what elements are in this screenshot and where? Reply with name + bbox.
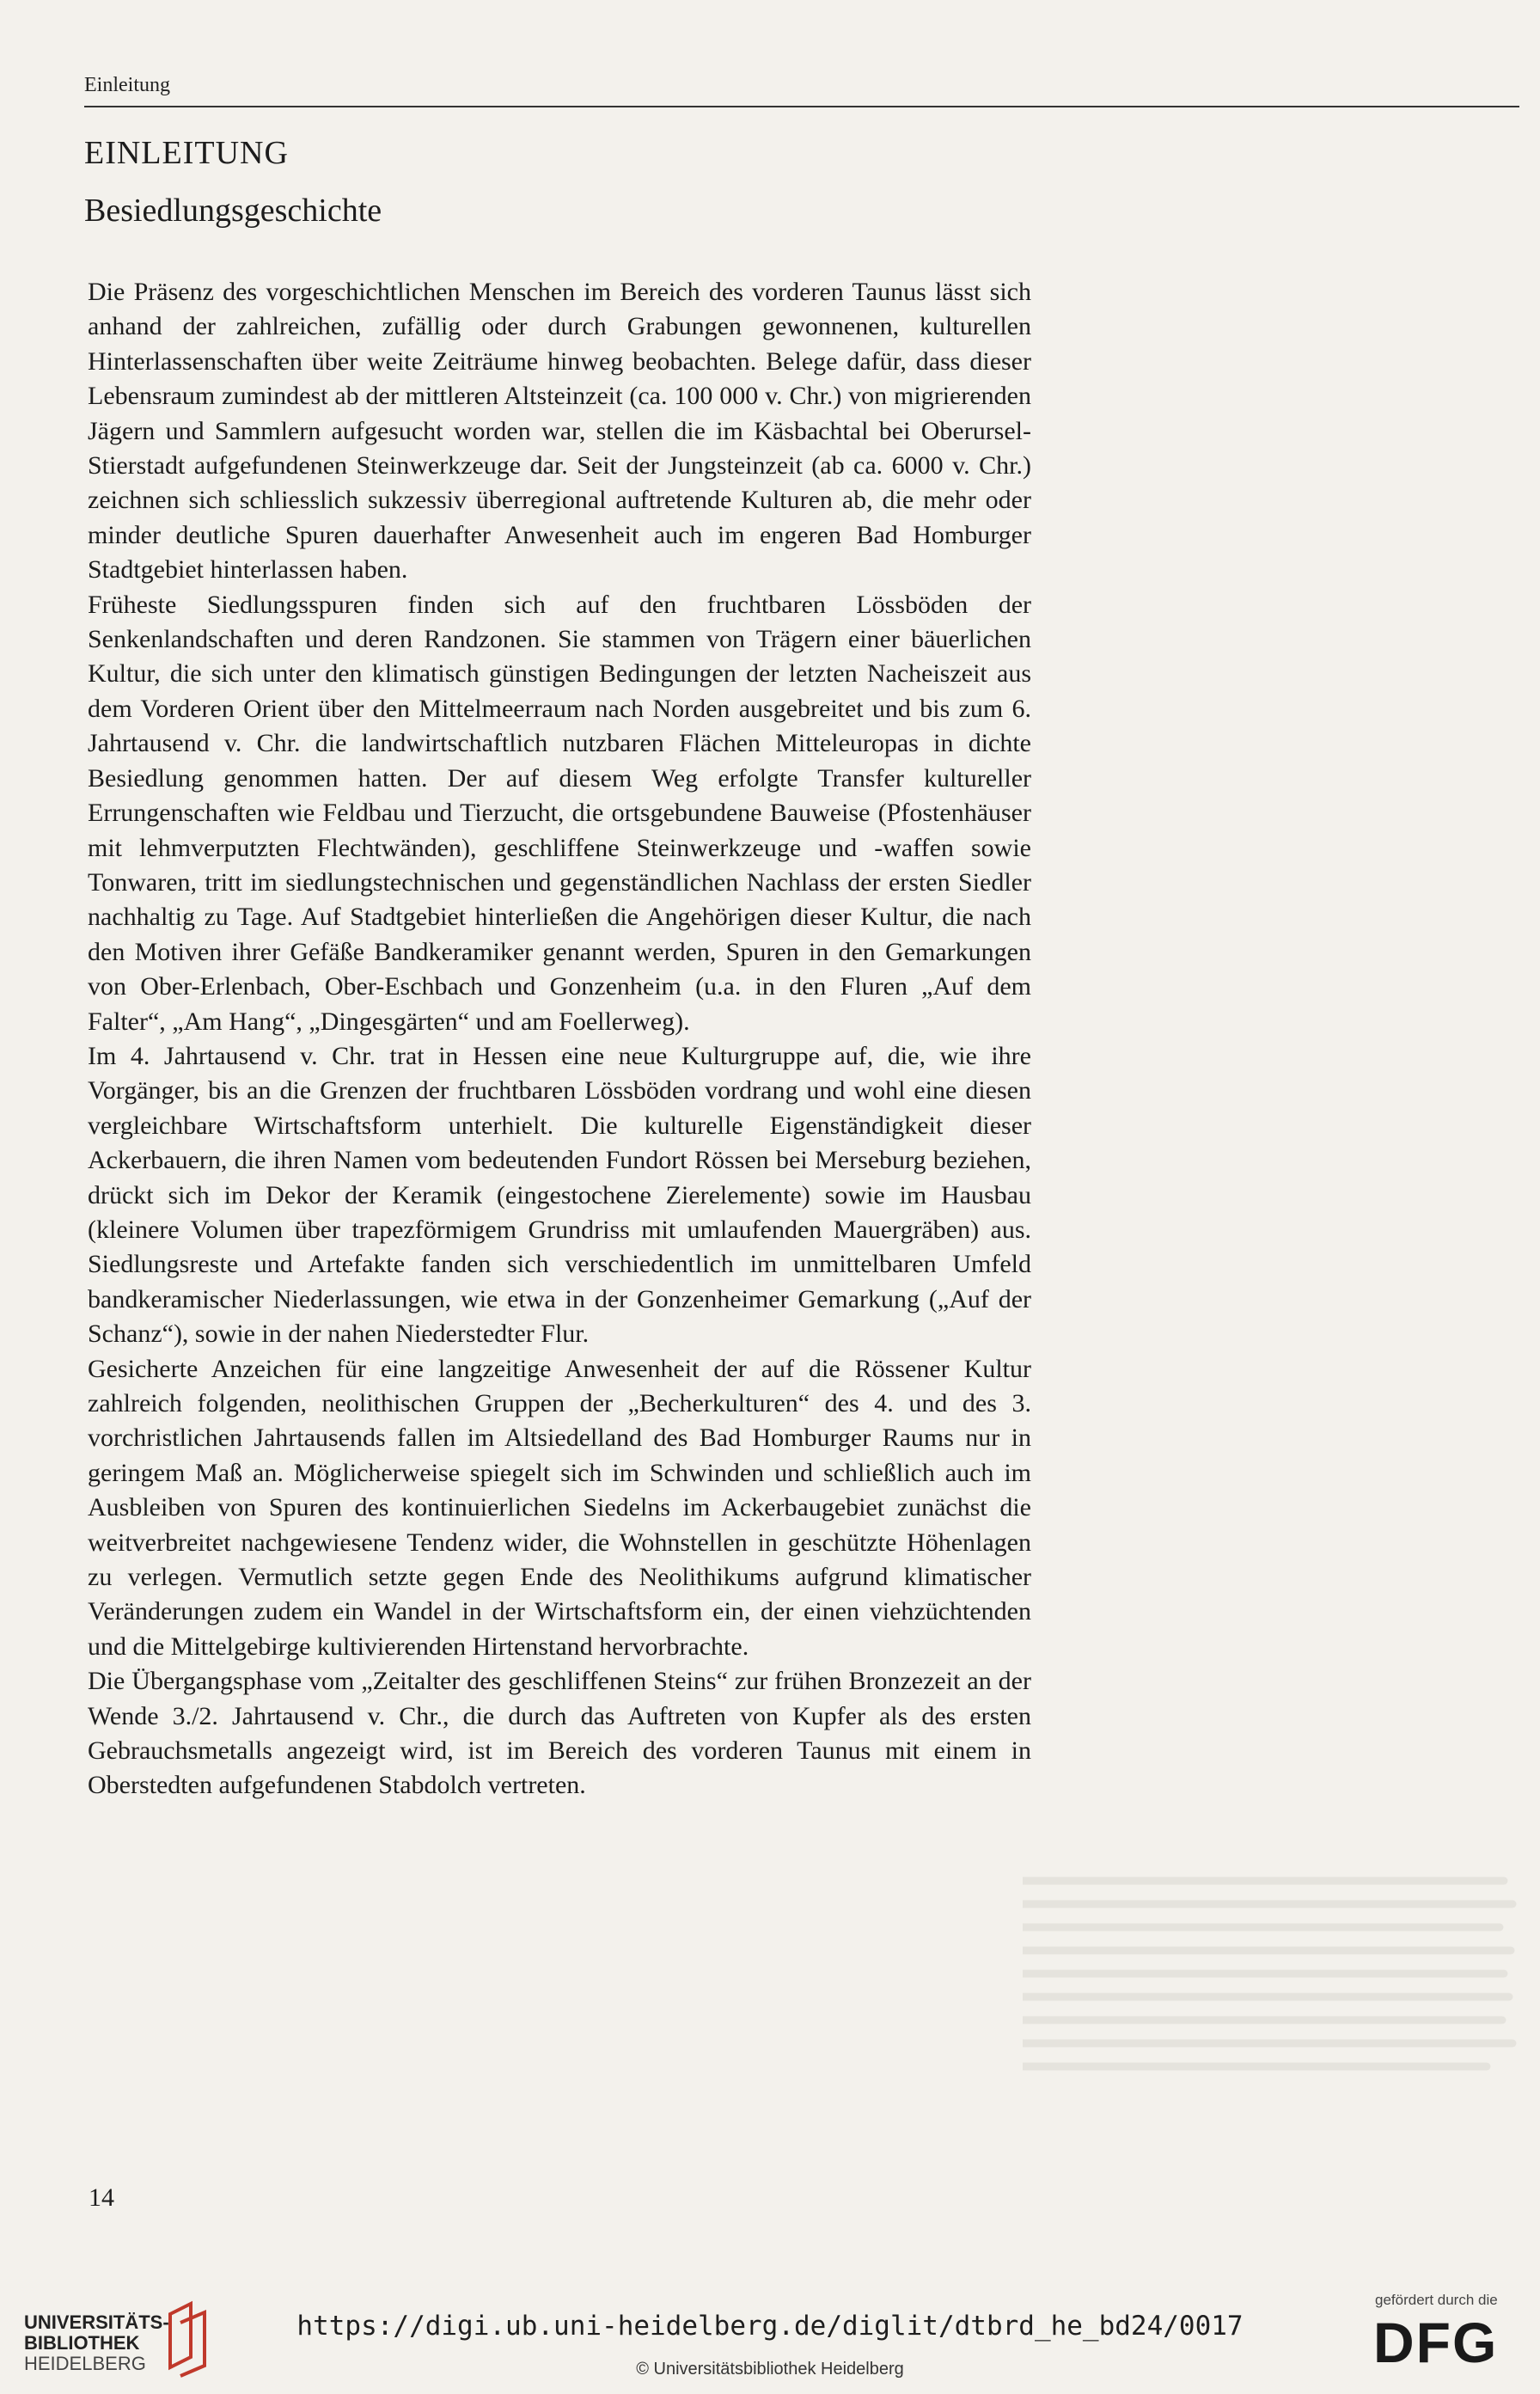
- bleed-through-decoration: [1023, 1848, 1521, 2085]
- funding-note: gefördert durch die: [1375, 2292, 1498, 2308]
- dfg-logo[interactable]: DFG: [1373, 2311, 1499, 2374]
- library-name-line3: HEIDELBERG: [24, 2353, 146, 2374]
- section-title: Besiedlungsgeschichte: [84, 193, 382, 229]
- digitization-footer: [0, 2278, 1540, 2394]
- paragraph: Gesicherte Anzeichen für eine langzeitige Anwesenheit der auf die Rössener Kultur zahlreich folgenden, neolithischen Gruppen der „Becherkulturen“ des 4. und des 3. vorchristlichen Jahrtausends fallen im Altsiedelland des Bad Homburger Raums nur in geringem Maß an. Möglicherweise spiegelt sich im Schwinden und schließlich auch im Ausbleiben von Spuren des kontinuierlichen Siedelns im Ackerbaugebiet zunächst die weitverbreitet nachgewiesene Tendenz wider, die Wohnstellen in geschützte Höhenlagen zu verlegen. Vermutlich setzte gegen Ende des Neolithikums aufgrund klimatischer Veränderungen zudem ein Wandel in der Wirtschaftsform ein, der einen viehzüchtenden und die Mittelgebirge kultivierenden Hirtenstand hervorbrachte.: [88, 1354, 1031, 1661]
- chapter-title: EINLEITUNG: [84, 135, 289, 171]
- copyright-notice: © Universitätsbibliothek Heidelberg: [636, 2360, 904, 2379]
- library-name-line2: BIBLIOTHEK: [24, 2332, 140, 2354]
- page-number: 14: [89, 2183, 114, 2212]
- paragraph: Die Präsenz des vorgeschichtlichen Menschen im Bereich des vorderen Taunus lässt sich anhand der zahlreichen, zufällig oder durch Grabungen gewonnenen, kulturellen Hinterlassenschaften über weite Zeiträume hinweg beobachten. Belege dafür, dass dieser Lebensraum zumindest ab der mittleren Altsteinzeit (ca. 100 000 v. Chr.) von migrierenden Jägern und Sammlern aufgesucht worden war, stellen die im Käsbachtal bei Oberursel-Stierstadt aufgefundenen Steinwerkzeuge dar. Seit der Jungsteinzeit (ab ca. 6000 v. Chr.) zeichnen sich schliesslich sukzessiv überregional auftretende Kulturen ab, die mehr oder minder deutliche Spuren dauerhafter Anwesenheit auch im engeren Bad Homburger Stadtgebiet hinterlassen haben.: [88, 278, 1031, 585]
- running-head: Einleitung: [84, 74, 170, 96]
- bleed-through-lines: [1023, 1872, 1521, 2079]
- paragraph: Früheste Siedlungsspuren finden sich auf den fruchtbaren Lössböden der Senkenlandschaften und deren Randzonen. Sie stammen von Trägern einer bäuerlichen Kultur, die sich unter den klimatisch günstigen Bedingungen der letzten Nacheiszeit aus dem Vorderen Orient über den Mittelmeerraum nach Norden ausgebreitet und bis zum 6. Jahrtausend v. Chr. die landwirtschaftlich nutzbaren Flächen Mitteleuropas in dichte Besiedlung genommen hatten. Der auf diesem Weg erfolgte Transfer kultureller Errungenschaften wie Feldbau und Tierzucht, die ortsgebundene Bauweise (Pfostenhäuser mit lehmverputzten Flechtwänden), geschliffene Steinwerkzeuge und -waffen sowie Tonwaren, tritt im siedlungstechnischen und gegenständlichen Nachlass der ersten Siedler nachhaltig zu Tage. Auf Stadtgebiet hinterließen die Angehörigen dieser Kultur, die nach den Motiven ihrer Gefäße Bandkeramiker genannt werden, Spuren in den Gemarkungen von Ober-Erlenbach, Ober-Eschbach und Gonzenheim (u.a. in den Fluren „Auf dem Falter“, „Am Hang“, „Dingesgärten“ und am Foellerweg).: [88, 590, 1031, 1036]
- header-rule: [84, 106, 1519, 107]
- library-name-line1: UNIVERSITÄTS-: [24, 2311, 169, 2333]
- paragraph: Im 4. Jahrtausend v. Chr. trat in Hessen eine neue Kulturgruppe auf, die, wie ihre Vorgänger, bis an die Grenzen der fruchtbaren Lössböden vordrang und wohl eine diesen vergleichbare Wirtschaftsform unterhielt. Die kulturelle Eigenständigkeit dieser Ackerbauern, die ihren Namen vom bedeutenden Fundort Rössen bei Merseburg beziehen, drückt sich im Dekor der Keramik (eingestochene Zierelemente) sowie im Hausbau (kleinere Volumen über trapezförmigem Grundriss mit umlaufenden Mauergräben) aus. Siedlungsreste und Artefakte fanden sich verschiedentlich im unmittelbaren Umfeld bandkeramischer Niederlassungen, wie etwa in der Gonzenheimer Gemarkung („Auf der Schanz“), sowie in der nahen Niederstedter Flur.: [88, 1041, 1031, 1349]
- permalink-url[interactable]: https://digi.ub.uni-heidelberg.de/diglit/dtbrd_he_bd24/0017: [296, 2311, 1244, 2342]
- paragraph: Die Übergangsphase vom „Zeitalter des geschliffenen Steins“ zur frühen Bronzezeit an der Wende 3./2. Jahrtausend v. Chr., die durch das Auftreten von Kupfer als des ersten Gebrauchsmetalls angezeigt wird, ist im Bereich des vorderen Taunus mit einem in Oberstedten aufgefundenen Stabdolch vertreten.: [88, 1667, 1031, 1800]
- body-text: [88, 275, 1031, 1803]
